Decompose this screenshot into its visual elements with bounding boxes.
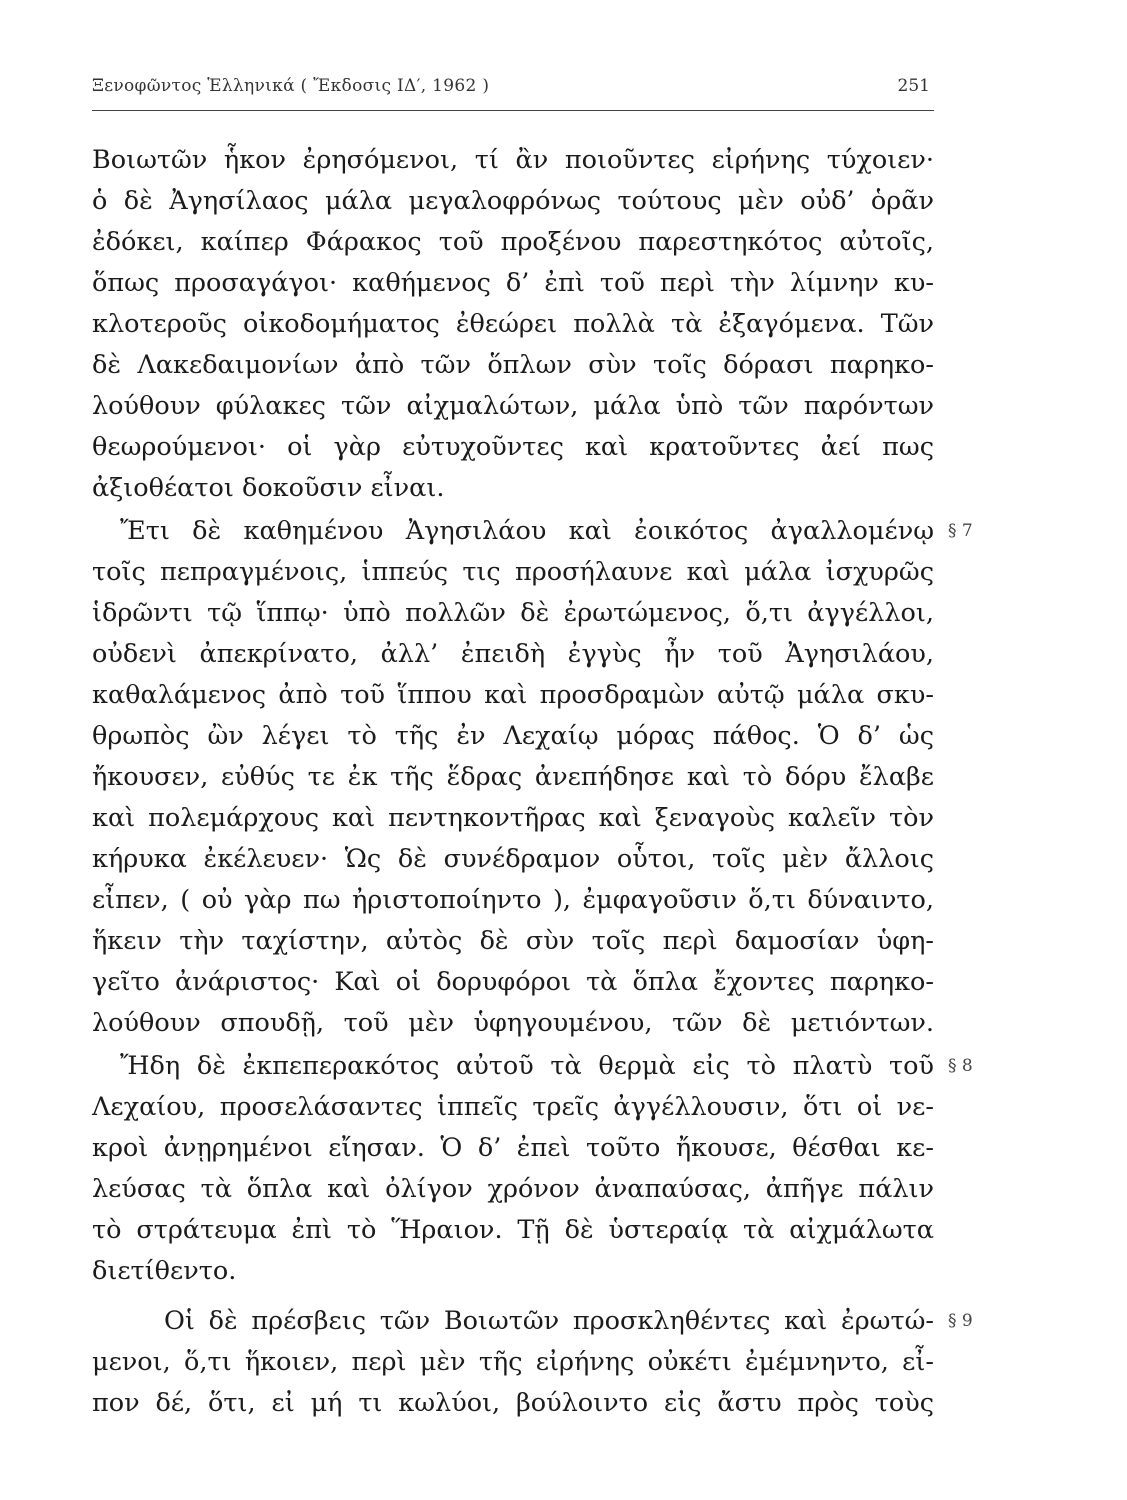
text-line: θρωπὸς ὢν λέγει τὸ τῆς ἐν Λεχαίῳ μόρας πάθος. Ὁ δ’ ὡς [92, 721, 934, 751]
text-line: Ἤδη δὲ ἐκπεπερακότος αὐτοῦ τὰ θερμὰ εἰς τὸ πλατὺ τοῦ [120, 1051, 934, 1081]
text-line: ἀξιοθέατοι δοκοῦσιν εἶναι. [92, 473, 445, 503]
text-line: ἥκειν τὴν ταχίστην, αὐτὸς δὲ σὺν τοῖς περὶ δαμοσίαν ὑφη- [92, 926, 934, 956]
text-line: γεῖτο ἀνάριστος· Καὶ οἱ δορυφόροι τὰ ὅπλα ἔχοντες παρηκο- [92, 967, 934, 997]
text-line: ἱδρῶντι τῷ ἵππῳ· ὑπὸ πολλῶν δὲ ἐρωτώμενος, ὅ,τι ἀγγέλλοι, [92, 598, 934, 628]
section-marker-8: § 8 [948, 1056, 973, 1076]
text-line: ἤκουσεν, εὐθύς τε ἐκ τῆς ἕδρας ἀνεπήδησε καὶ τὸ δόρυ ἔλαβε [92, 762, 934, 792]
text-line: Ἔτι δὲ καθημένου Ἀγησιλάου καὶ ἐοικότος ἀγαλλομένῳ [120, 516, 934, 546]
running-header [92, 76, 934, 102]
text-line: λεύσας τὰ ὅπλα καὶ ὀλίγον χρόνον ἀναπαύσας, ἀπῆγε πάλιν [92, 1174, 934, 1204]
text-line: λούθουν φύλακες τῶν αἰχμαλώτων, μάλα ὑπὸ τῶν παρόντων [92, 391, 934, 421]
text-line: θεωρούμενοι· οἱ γὰρ εὐτυχοῦντες καὶ κρατοῦντες ἀεί πως [92, 432, 934, 462]
text-line: ὅπως προσαγάγοι· καθήμενος δ’ ἐπὶ τοῦ περὶ τὴν λίμνην κυ- [92, 268, 934, 298]
header-rule [92, 110, 934, 111]
text-line: κροὶ ἀνῃρημένοι εἴησαν. Ὁ δ’ ἐπεὶ τοῦτο ἤκουσε, θέσθαι κε- [92, 1133, 934, 1163]
text-line: Βοιωτῶν ἧκον ἐρησόμενοι, τί ἂν ποιοῦντες εἰρήνης τύχοιεν· [92, 145, 934, 175]
text-line: κήρυκα ἐκέλευεν· Ὡς δὲ συνέδραμον οὗτοι, τοῖς μὲν ἄλλοις [92, 844, 934, 874]
text-line: πον δέ, ὅτι, εἰ μή τι κωλύοι, βούλοιντο εἰς ἄστυ πρὸς τοὺς [92, 1388, 934, 1418]
text-line: δὲ Λακεδαιμονίων ἀπὸ τῶν ὅπλων σὺν τοῖς δόρασι παρηκο- [92, 350, 934, 380]
text-line: εἶπεν, ( οὐ γὰρ πω ἠριστοποίηντο ), ἐμφαγοῦσιν ὅ,τι δύναιντο, [92, 885, 934, 915]
text-line: τοῖς πεπραγμένοις, ἱππεύς τις προσήλαυνε καὶ μάλα ἰσχυρῶς [92, 557, 934, 587]
section-marker-7: § 7 [948, 521, 973, 541]
page-number: 251 [897, 76, 930, 96]
running-title: Ξενοφῶντος Ἑλληνικά ( Ἔκδοσις ΙΔ′, 1962 ) [92, 76, 490, 96]
text-line: οὐδενὶ ἀπεκρίνατο, ἀλλ’ ἐπειδὴ ἐγγὺς ἦν τοῦ Ἀγησιλάου, [92, 639, 934, 669]
text-line: μενοι, ὅ,τι ἥκοιεν, περὶ μὲν τῆς εἰρήνης οὐκέτι ἐμέμνηντο, εἶ- [92, 1347, 934, 1377]
section-marker-9: § 9 [948, 1311, 973, 1331]
text-line: λούθουν σπουδῇ, τοῦ μὲν ὑφηγουμένου, τῶν δὲ μετιόντων. [92, 1008, 934, 1038]
text-line: ὁ δὲ Ἀγησίλαος μάλα μεγαλοφρόνως τούτους μὲν οὐδ’ ὁρᾶν [92, 186, 934, 216]
text-line: ἐδόκει, καίπερ Φάρακος τοῦ προξένου παρεστηκότος αὐτοῖς, [92, 227, 934, 257]
text-line: Λεχαίου, προσελάσαντες ἱππεῖς τρεῖς ἀγγέλλουσιν, ὅτι οἱ νε- [92, 1092, 934, 1122]
text-line: κλοτεροῦς οἰκοδομήματος ἐθεώρει πολλὰ τὰ ἐξαγόμενα. Τῶν [92, 309, 934, 339]
text-line: καθαλάμενος ἀπὸ τοῦ ἵππου καὶ προσδραμὼν αὐτῷ μάλα σκυ- [92, 680, 934, 710]
text-line: Οἱ δὲ πρέσβεις τῶν Βοιωτῶν προσκληθέντες καὶ ἐρωτώ- [164, 1306, 934, 1336]
text-line: τὸ στράτευμα ἐπὶ τὸ Ἥραιον. Τῇ δὲ ὑστεραίᾳ τὰ αἰχμάλωτα [92, 1215, 934, 1245]
text-line: καὶ πολεμάρχους καὶ πεντηκοντῆρας καὶ ξεναγοὺς καλεῖν τὸν [92, 803, 934, 833]
text-line: διετίθεντο. [92, 1256, 237, 1286]
